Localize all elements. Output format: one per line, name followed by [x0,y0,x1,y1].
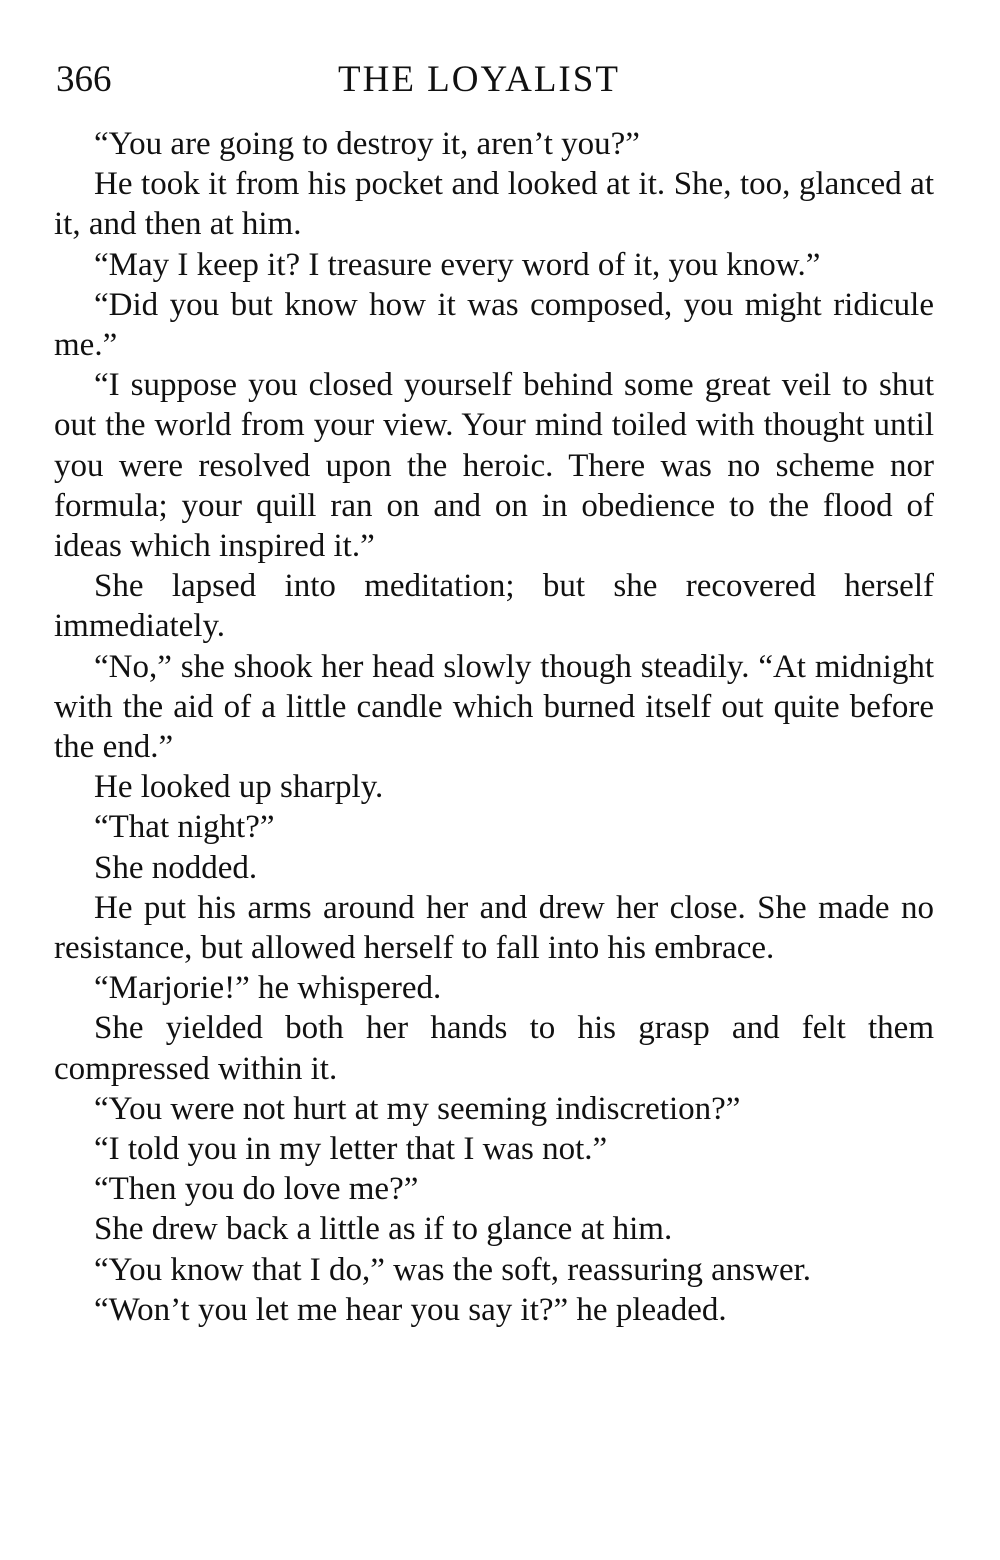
paragraph-18: “You know that I do,” was the soft, reassuring answer. [94,1251,812,1288]
paragraph-1: “You are going to destroy it, aren’t you?” [94,126,640,162]
paragraph-6: She lapsed into meditation; but she recovered herself immediately. [54,568,934,645]
paragraph-4: “Did you but know how it was composed, you might ridicule me.” [54,286,934,364]
paragraph-10: She nodded. [94,849,258,886]
paragraph-2: He took it from his pocket and looked at it. She, too, glanced at it, and then at him. [54,166,934,243]
body-text [54,124,934,1330]
paragraph-11: He put his arms around her and drew her close. She made no resistance, but allowed herself to fall into his embrace. [54,889,934,967]
paragraph-14: “You were not hurt at my seeming indiscretion?” [94,1090,741,1127]
paragraph-3: “May I keep it? I treasure every word of it, you know.” [94,246,821,283]
page-number: 366 [56,59,112,100]
paragraph-19: “Won’t you let me hear you say it?” he pleaded. [94,1291,727,1328]
running-head [56,55,936,105]
paragraph-9: “That night?” [94,809,275,846]
paragraph-17: She drew back a little as if to glance at him. [94,1211,673,1248]
book-title: THE LOYALIST [338,59,620,100]
paragraph-5: “I suppose you closed yourself behind some great veil to shut out the world from your view. Your mind toiled with thought until you were resolved upon the heroic. There was no scheme nor formula; your quill ran on and on in obedience to the flood of ideas which inspired it.” [54,367,934,565]
paragraph-13: She yielded both her hands to his grasp and felt them compressed within it. [54,1010,934,1087]
paragraph-15: “I told you in my letter that I was not.” [94,1131,608,1168]
paragraph-16: “Then you do love me?” [94,1171,419,1208]
paragraph-12: “Marjorie!” he whispered. [94,970,442,1007]
paragraph-8: He looked up sharply. [94,769,384,806]
paragraph-7: “No,” she shook her head slowly though steadily. “At midnight with the aid of a little candle which burned itself out quite before the end.” [54,648,934,766]
